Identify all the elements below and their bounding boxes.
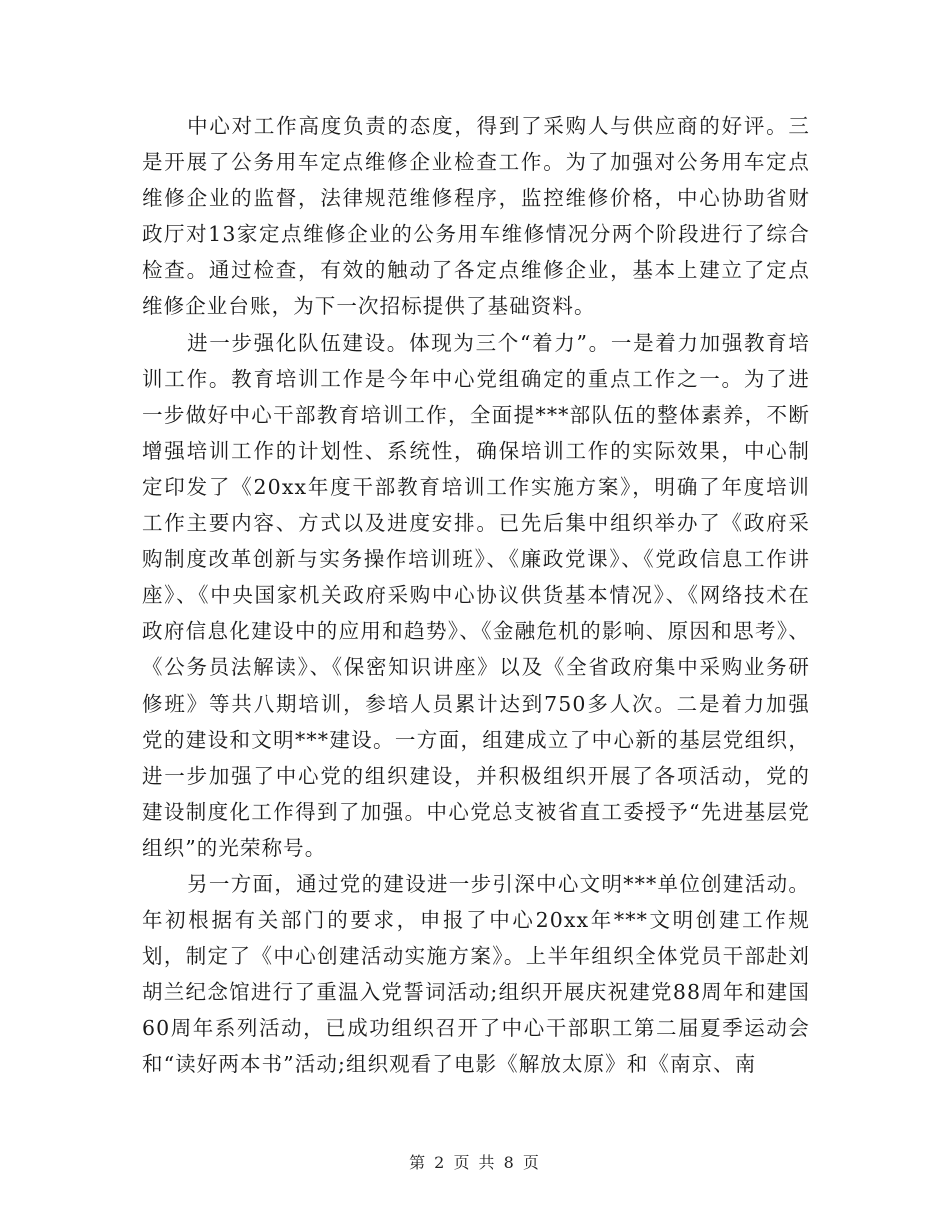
document-body xyxy=(142,108,810,1083)
paragraph-vehicle-repair-inspection: 中心对工作高度负责的态度，得到了采购人与供应商的好评。三是开展了公务用车定点维修企业检查工作。为了加强对公务用车定点维修企业的监督，法律规范维修程序，监控维修价格，中心协助省财政厅对13家定点维修企业的公务用车维修情况分两个阶段进行了综合检查。通过检查，有效的触动了各定点维修企业，基本上建立了定点维修企业台账，为下一次招标提供了基础资料。 xyxy=(142,114,810,319)
paragraph-team-building: 进一步强化队伍建设。体现为三个“着力”。一是着力加强教育培训工作。教育培训工作是今年中心党组确定的重点工作之一。为了进一步做好中心干部教育培训工作，全面提***部队伍的整体素养，不断增强培训工作的计划性、系统性，确保培训工作的实际效果，中心制定印发了《20xx年度干部教育培训工作实施方案》，明确了年度培训工作主要内容、方式以及进度安排。已先后集中组织举办了《政府采购制度改革创新与实务操作培训班》、《廉政党课》、《党政信息工作讲座》、《中央国家机关政府采购中心协议供货基本情况》、《网络技术在政府信息化建设中的应用和趋势》、《金融危机的影响、原因和思考》、《公务员法解读》、《保密知识讲座》以及《全省政府集中采购业务研修班》等共八期培训，参培人员累计达到750多人次。二是着力加强党的建设和文明***建设。一方面，组建成立了中心新的基层党组织，进一步加强了中心党的组织建设，并积极组织开展了各项活动，党的建设制度化工作得到了加强。中心党总支被省直工委授予“先进基层党组织”的光荣称号。 xyxy=(142,330,810,860)
page-footer: 第 2 页 共 8 页 xyxy=(409,1153,541,1172)
paragraph-civilization-campaign: 另一方面，通过党的建设进一步引深中心文明***单位创建活动。年初根据有关部门的要求，申报了中心20xx年***文明创建工作规划，制定了《中心创建活动实施方案》。上半年组织全体党员干部赴刘胡兰纪念馆进行了重温入党誓词活动;组织开展庆祝建党88周年和建国60周年系列活动，已成功组织召开了中心干部职工第二届夏季运动会和“读好两本书”活动;组织观看了电影《解放太原》和《南京、南 xyxy=(142,871,810,1077)
